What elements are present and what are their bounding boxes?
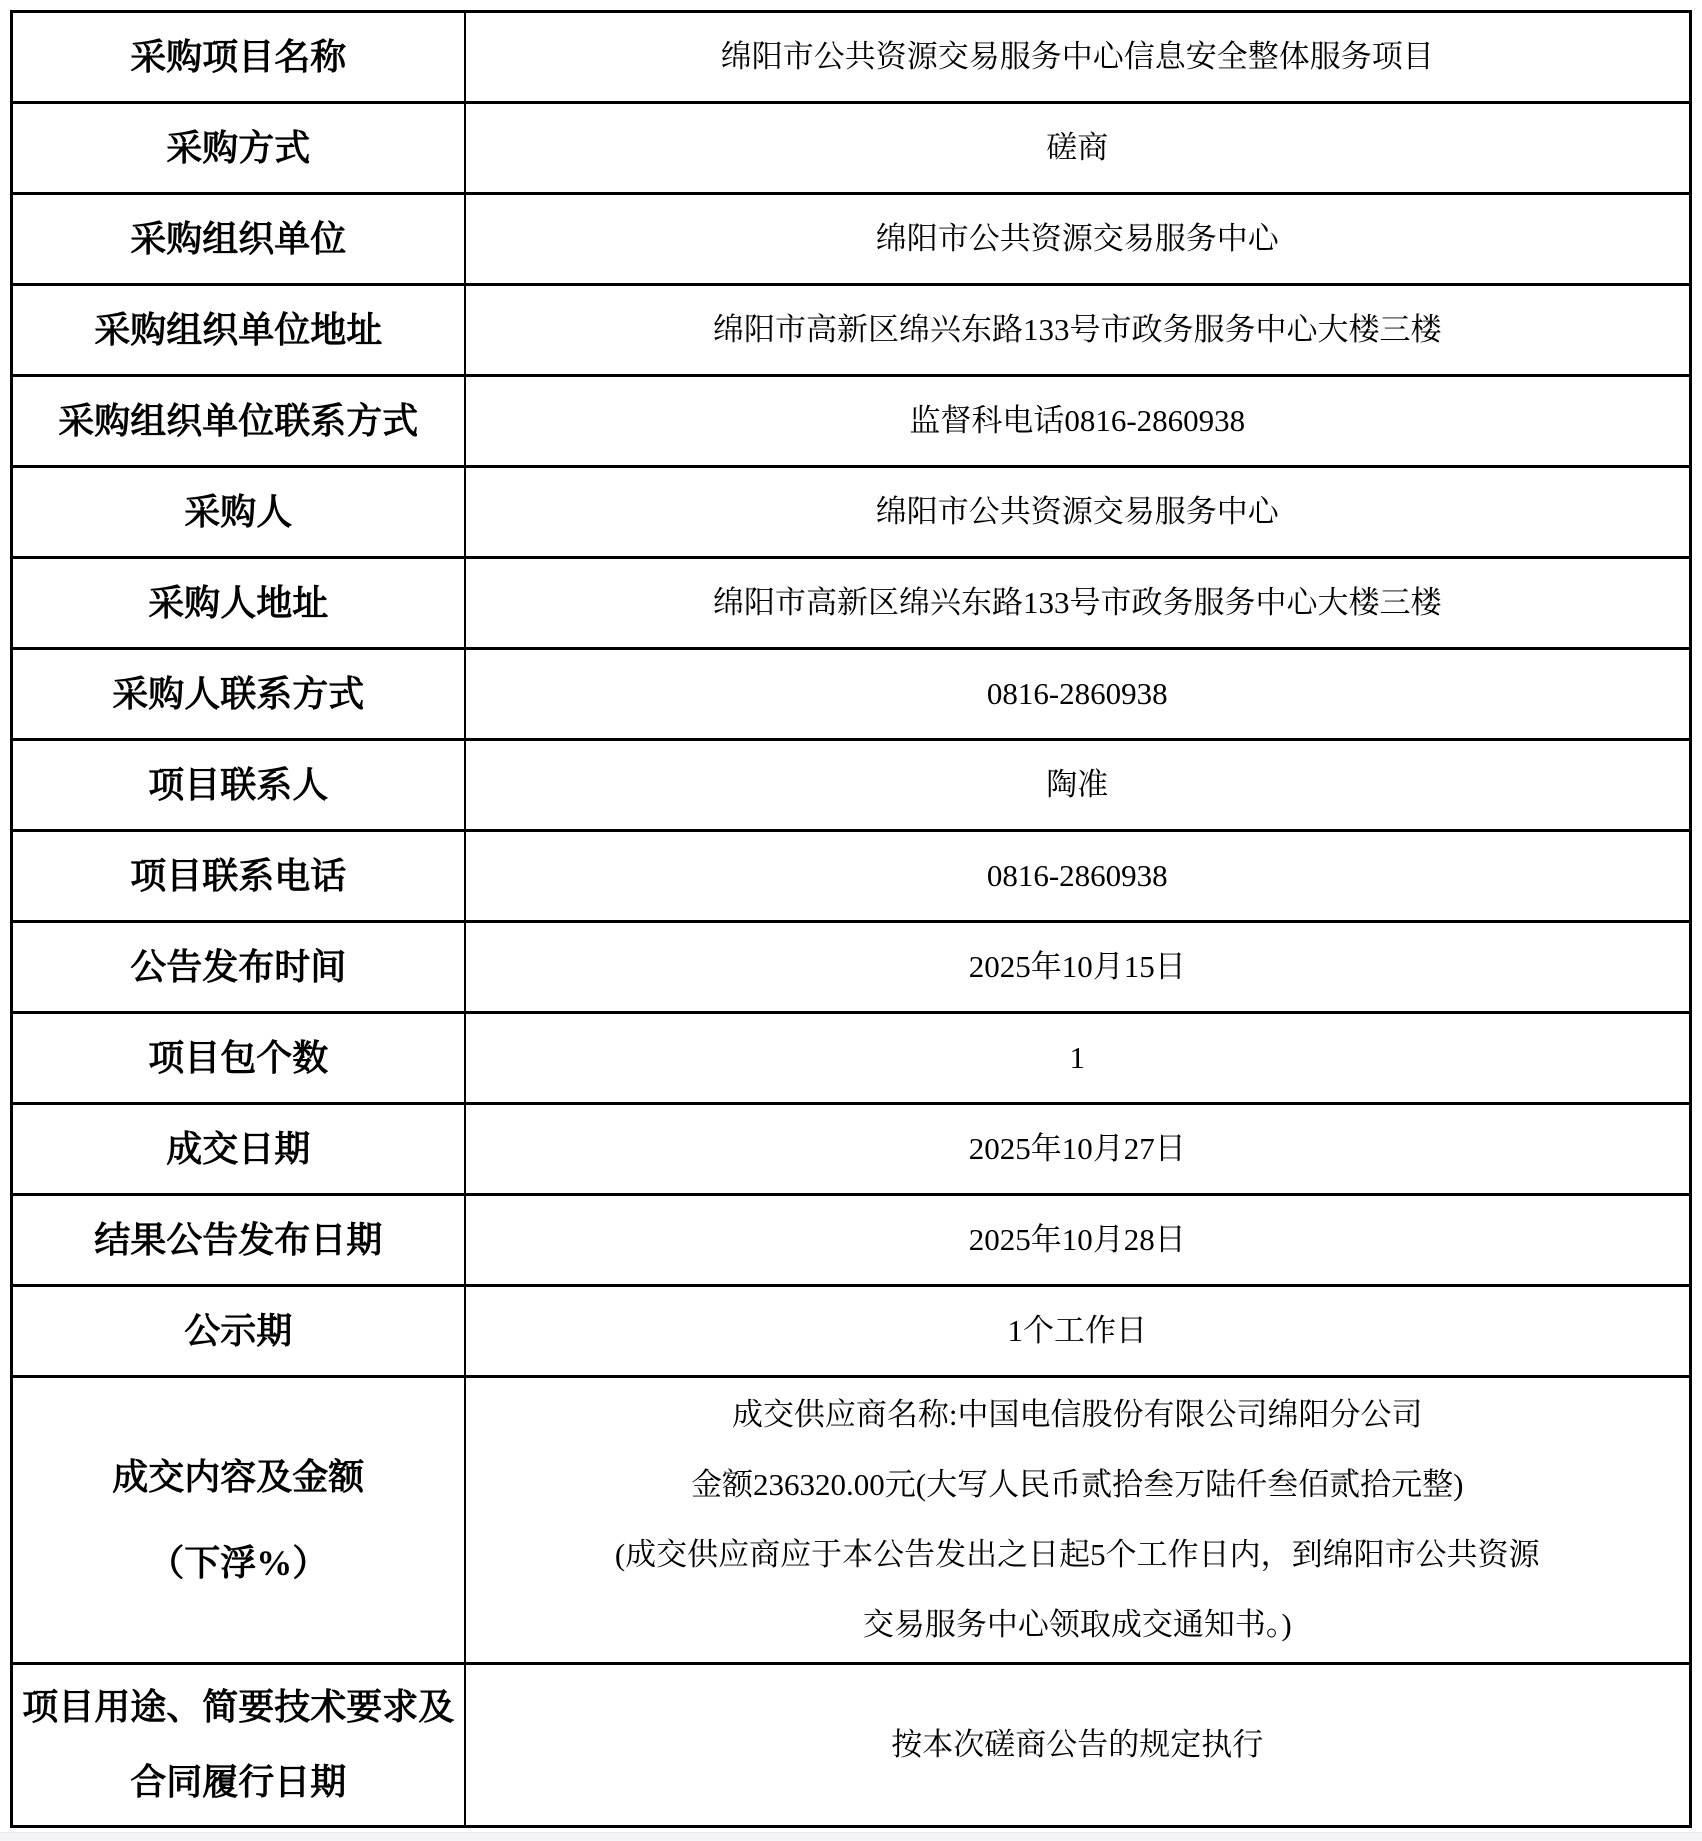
row-label: 采购组织单位地址 [12, 285, 465, 376]
table-row [12, 285, 1691, 376]
usage-label-line-1: 项目用途、简要技术要求及 [22, 1687, 455, 1727]
award-note-line-2: 交易服务中心领取成交通知书。) [862, 1607, 1292, 1642]
row-label: 采购组织单位联系方式 [12, 376, 465, 467]
row-value: 2025年10月27日 [465, 1104, 1691, 1195]
table-row [12, 922, 1691, 1013]
row-label: 项目联系电话 [12, 831, 465, 922]
row-label: 项目包个数 [12, 1013, 465, 1104]
row-value: 绵阳市公共资源交易服务中心信息安全整体服务项目 [465, 12, 1691, 103]
table-row [12, 740, 1691, 831]
row-label: 采购人联系方式 [12, 649, 465, 740]
row-label: 项目联系人 [12, 740, 465, 831]
row-value: 绵阳市高新区绵兴东路133号市政务服务中心大楼三楼 [465, 558, 1691, 649]
table-row [12, 1104, 1691, 1195]
row-value: 绵阳市高新区绵兴东路133号市政务服务中心大楼三楼 [465, 285, 1691, 376]
award-note-line-1: (成交供应商应于本公告发出之日起5个工作日内，到绵阳市公共资源 [614, 1537, 1540, 1572]
table-row [12, 1013, 1691, 1104]
award-row-label [12, 1377, 465, 1664]
usage-row-label [12, 1664, 465, 1827]
award-row [12, 1377, 1691, 1664]
table-row [12, 1286, 1691, 1377]
row-value: 绵阳市公共资源交易服务中心 [465, 467, 1691, 558]
table-row [12, 649, 1691, 740]
row-value: 0816-2860938 [465, 649, 1691, 740]
usage-label-line-2: 合同履行日期 [130, 1762, 347, 1802]
award-row-value [465, 1377, 1691, 1664]
row-label: 结果公告发布日期 [12, 1195, 465, 1286]
procurement-announcement [10, 10, 1692, 1828]
table-row [12, 103, 1691, 194]
table-row [12, 12, 1691, 103]
usage-row-value: 按本次磋商公告的规定执行 [465, 1664, 1691, 1827]
usage-row [12, 1664, 1691, 1827]
award-amount-line: 金额236320.00元(大写人民币贰拾叁万陆仟叁佰贰拾元整) [691, 1467, 1464, 1502]
row-label: 采购人 [12, 467, 465, 558]
row-value: 2025年10月15日 [465, 922, 1691, 1013]
row-value: 1个工作日 [465, 1286, 1691, 1377]
row-label: 公示期 [12, 1286, 465, 1377]
table-row [12, 194, 1691, 285]
award-supplier-line: 成交供应商名称:中国电信股份有限公司绵阳分公司 [731, 1397, 1423, 1432]
procurement-table [10, 10, 1692, 1828]
row-label: 公告发布时间 [12, 922, 465, 1013]
table-row [12, 376, 1691, 467]
row-value: 2025年10月28日 [465, 1195, 1691, 1286]
row-value: 1 [465, 1013, 1691, 1104]
table-row [12, 1195, 1691, 1286]
table-row [12, 831, 1691, 922]
row-label: 采购组织单位 [12, 194, 465, 285]
row-value: 磋商 [465, 103, 1691, 194]
row-value: 监督科电话0816-2860938 [465, 376, 1691, 467]
table-row [12, 467, 1691, 558]
row-value: 陶准 [465, 740, 1691, 831]
award-label-line-2: （下浮%） [148, 1543, 329, 1583]
row-value: 0816-2860938 [465, 831, 1691, 922]
row-value: 绵阳市公共资源交易服务中心 [465, 194, 1691, 285]
award-label-line-1: 成交内容及金额 [112, 1457, 365, 1497]
row-label: 采购方式 [12, 103, 465, 194]
row-label: 采购项目名称 [12, 12, 465, 103]
page-bottom-strip [0, 1832, 1702, 1841]
table-row [12, 558, 1691, 649]
row-label: 成交日期 [12, 1104, 465, 1195]
row-label: 采购人地址 [12, 558, 465, 649]
